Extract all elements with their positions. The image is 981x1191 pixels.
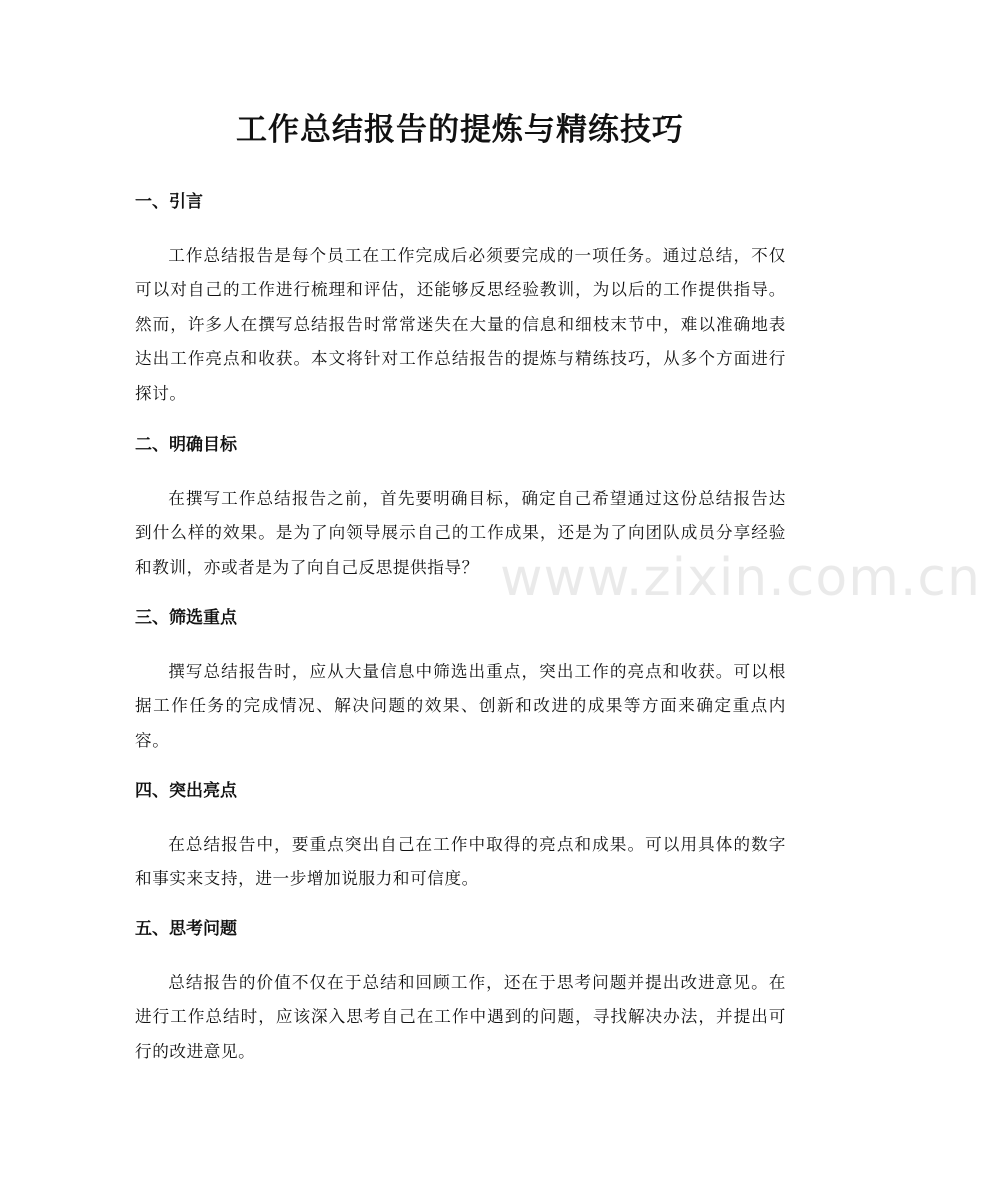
section-paragraph: 在总结报告中，要重点突出自己在工作中取得的亮点和成果。可以用具体的数字和事实来支持，进一步增加说服力和可信度。: [135, 835, 786, 889]
section-paragraph: 工作总结报告是每个员工在工作完成后必须要完成的一项任务。通过总结，不仅可以对自己的工作进行梳理和评估，还能够反思经验教训，为以后的工作提供指导。然而，许多人在撰写总结报告时常常迷失在大量的信息和细枝末节中，难以准确地表达出工作亮点和收获。本文将针对工作总结报告的提炼与精练技巧，从多个方面进行探讨。: [135, 246, 786, 403]
section-clear-goals: [135, 430, 786, 585]
section-paragraph: 撰写总结报告时，应从大量信息中筛选出重点，突出工作的亮点和收获。可以根据工作任务的完成情况、解决问题的效果、创新和改进的成果等方面来确定重点内容。: [135, 662, 786, 750]
section-paragraph: 总结报告的价值不仅在于总结和回顾工作，还在于思考问题并提出改进意见。在进行工作总结时，应该深入思考自己在工作中遇到的问题，寻找解决办法，并提出可行的改进意见。: [135, 973, 786, 1061]
section-heading: 四、突出亮点: [135, 781, 237, 801]
section-select-key-points: [135, 603, 786, 758]
section-paragraph: 在撰写工作总结报告之前，首先要明确目标，确定自己希望通过这份总结报告达到什么样的效果。是为了向领导展示自己的工作成果，还是为了向团队成员分享经验和教训，亦或者是为了向自己反思提供指导？: [135, 489, 786, 577]
section-heading: 二、明确目标: [135, 435, 237, 455]
section-think-problems: [135, 914, 786, 1069]
section-introduction: [135, 187, 786, 411]
section-highlights: [135, 776, 786, 897]
watermark: www.zixin.com.cn: [500, 548, 981, 608]
section-heading: 一、引言: [135, 192, 203, 212]
document-title: 工作总结报告的提炼与精练技巧: [236, 112, 684, 148]
section-heading: 五、思考问题: [135, 919, 237, 939]
section-heading: 三、筛选重点: [135, 608, 237, 628]
